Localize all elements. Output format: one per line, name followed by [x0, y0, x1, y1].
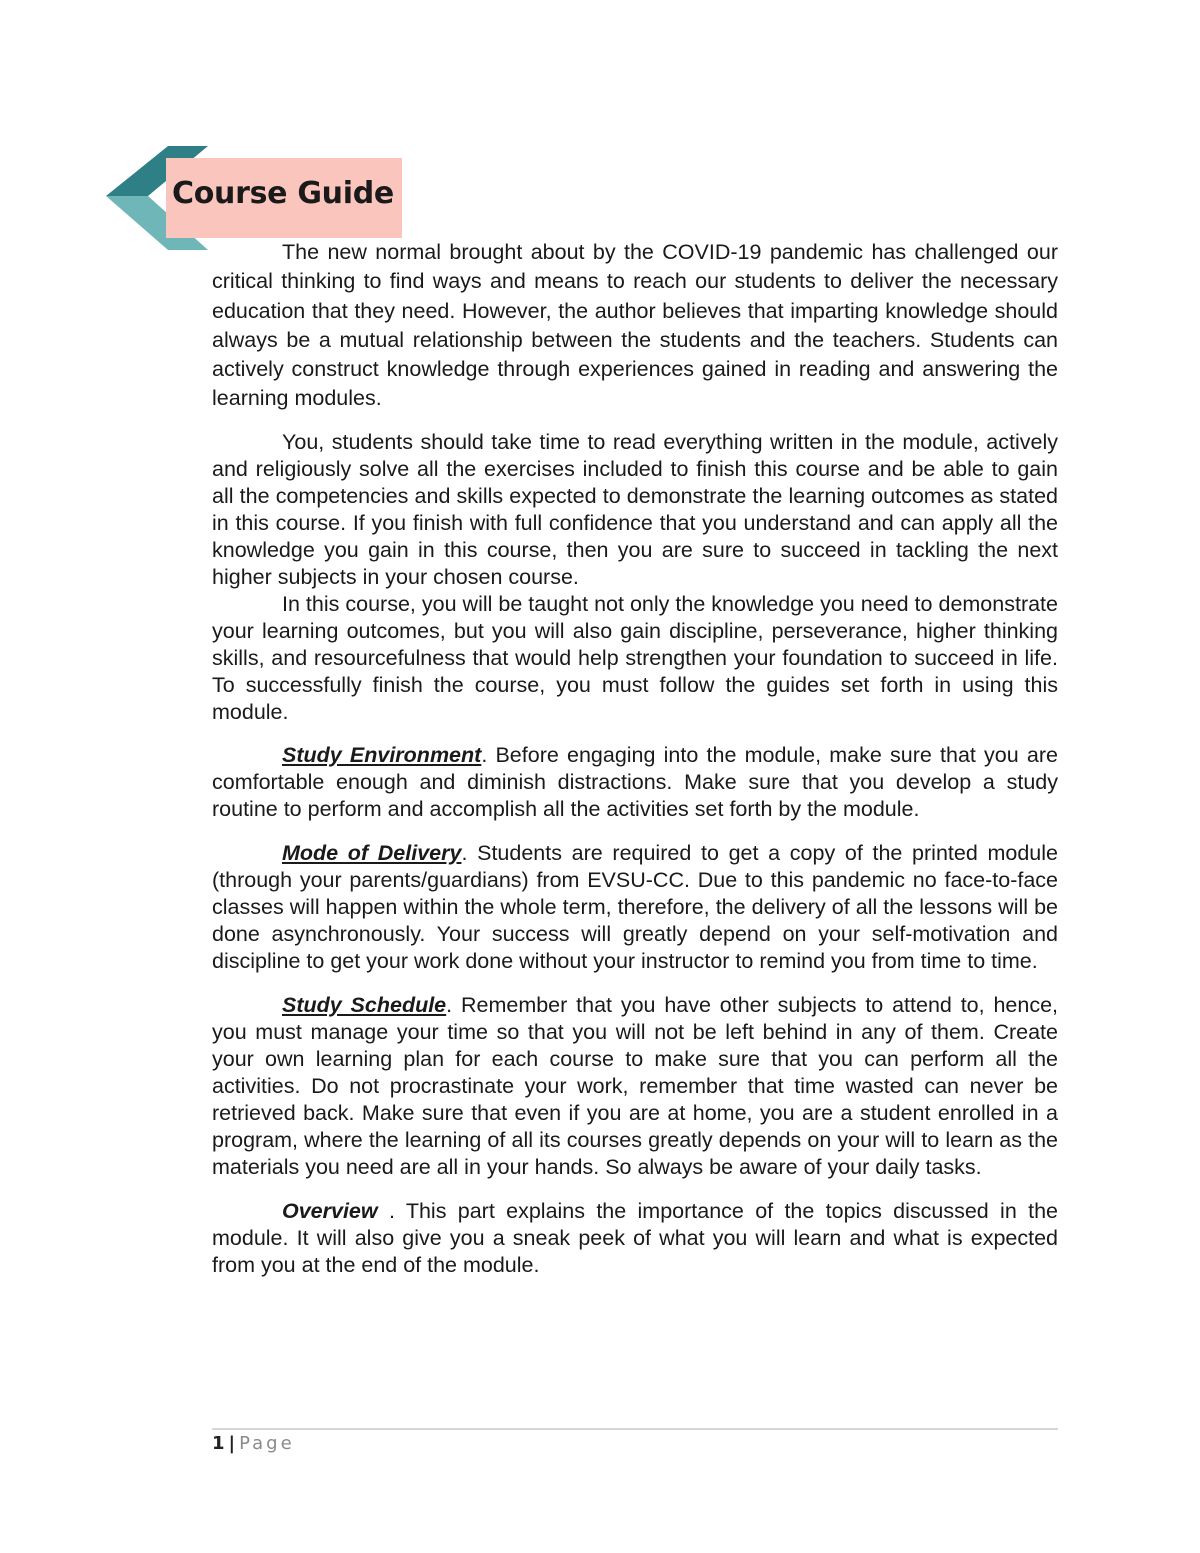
- page-footer: [212, 1433, 295, 1454]
- document-body: [212, 238, 1058, 1279]
- text-overview: . This part explains the importance of the topics discussed in the module. It will also give you a sneak peek of what you will learn and what is expected from you at the end of the module.: [212, 1198, 1058, 1277]
- paragraph-intro: The new normal brought about by the COVID-19 pandemic has challenged our critical thinking to find ways and means to reach our students to deliver the necessary education that they need. However, the author believes that imparting knowledge should always be a mutual relationship between the students and the teachers. Students can actively construct knowledge through experiences gained in reading and answering the learning modules.: [212, 240, 1058, 411]
- course-guide-header: [106, 146, 406, 252]
- text-study-environment: . Before engaging into the module, make sure that you are comfortable enough and diminish distractions. Make sure that you develop a study routine to perform and accomplish all the activities set forth by the module.: [212, 742, 1058, 821]
- page-title: Course Guide: [172, 176, 394, 211]
- paragraph-course: In this course, you will be taught not only the knowledge you need to demonstrate your learning outcomes, but you will also gain discipline, perseverance, higher thinking skills, and resourcefulness that would help strengthen your foundation to succeed in life. To successfully finish the course, you must follow the guides set forth in using this module.: [212, 591, 1058, 724]
- page-number: 1: [212, 1433, 225, 1454]
- text-mode-of-delivery: . Students are required to get a copy of the printed module (through your parents/guardians) from EVSU-CC. Due to this pandemic no face-to-face classes will happen within the whole term, therefore, the delivery of all the lessons will be done asynchronously. Your success will greatly depend on your self-motivation and discipline to get your work done without your instructor to remind you from time to time.: [212, 840, 1058, 973]
- paragraph-mode-of-delivery: [212, 840, 1058, 975]
- paragraph-study-environment: [212, 742, 1058, 823]
- heading-study-schedule: Study Schedule: [282, 992, 447, 1017]
- heading-mode-of-delivery: Mode of Delivery: [282, 840, 462, 865]
- text-study-schedule: . Remember that you have other subjects to attend to, hence, you must manage your time so that you will not be left behind in any of them. Create your own learning plan for each course to make sure that you can perform all the activities. Do not procrastinate your work, remember that time wasted can never be retrieved back. Make sure that even if you are at home, you are a student enrolled in a program, where the learning of all its courses greatly depends on your will to learn as the materials you need are all in your hands. So always be aware of your daily tasks.: [212, 992, 1058, 1179]
- paragraph-study-schedule: [212, 992, 1058, 1181]
- page-label: Page: [239, 1433, 295, 1454]
- paragraph-overview: [212, 1198, 1058, 1279]
- heading-overview: Overview: [282, 1198, 378, 1223]
- paragraph-students: You, students should take time to read everything written in the module, actively and religiously solve all the exercises included to finish this course and be able to gain all the competencies and skills expected to demonstrate the learning outcomes as stated in this course. If you finish with full confidence that you understand and can apply all the knowledge you gain in this course, then you are sure to succeed in tackling the next higher subjects in your chosen course.: [212, 429, 1058, 589]
- heading-study-environment: Study Environment: [282, 742, 482, 767]
- footer-separator: |: [228, 1433, 236, 1454]
- footer-divider: [212, 1428, 1058, 1430]
